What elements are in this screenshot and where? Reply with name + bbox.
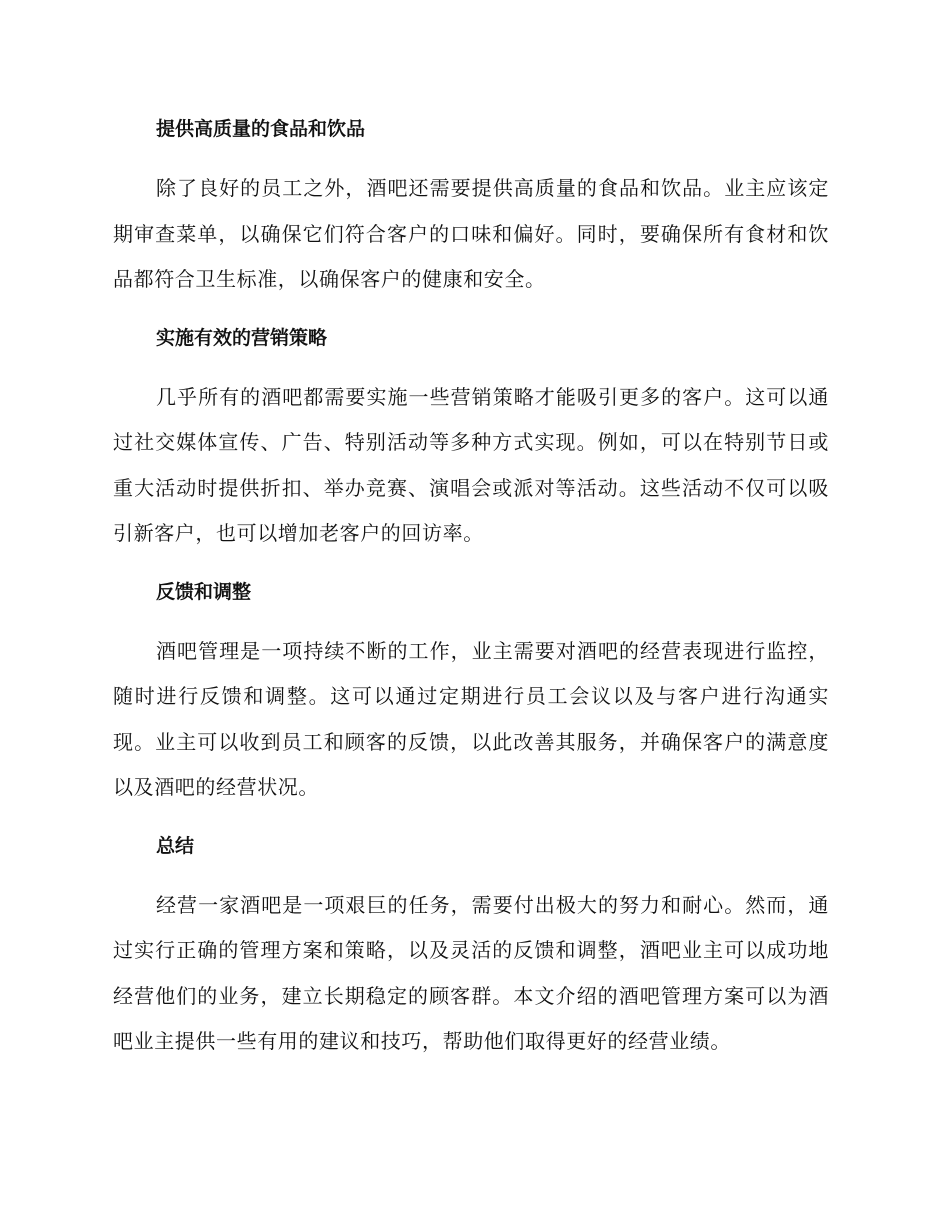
section-feedback-and-adjustment bbox=[113, 571, 829, 811]
section-paragraph: 经营一家酒吧是一项艰巨的任务，需要付出极大的努力和耐心。然而，通过实行正确的管理方案和策略，以及灵活的反馈和调整，酒吧业主可以成功地经营他们的业务，建立长期稳定的顾客群。本文介绍的酒吧管理方案可以为酒吧业主提供一些有用的建议和技巧，帮助他们取得更好的经营业绩。 bbox=[113, 892, 829, 1053]
document-page bbox=[113, 108, 829, 1079]
section-summary bbox=[113, 825, 829, 1065]
section-paragraph: 几乎所有的酒吧都需要实施一些营销策略才能吸引更多的客户。这可以通过社交媒体宣传、广告、特别活动等多种方式实现。例如，可以在特别节日或重大活动时提供折扣、举办竞赛、演唱会或派对等活动。这些活动不仅可以吸引新客户，也可以增加老客户的回访率。 bbox=[113, 384, 829, 545]
section-marketing-strategy bbox=[113, 317, 829, 557]
section-paragraph: 除了良好的员工之外，酒吧还需要提供高质量的食品和饮品。业主应该定期审查菜单，以确保它们符合客户的口味和偏好。同时，要确保所有食材和饮品都符合卫生标准，以确保客户的健康和安全。 bbox=[113, 176, 829, 291]
section-heading: 实施有效的营销策略 bbox=[156, 326, 328, 349]
section-heading: 反馈和调整 bbox=[156, 580, 252, 603]
section-food-and-drinks bbox=[113, 108, 829, 303]
section-paragraph: 酒吧管理是一项持续不断的工作，业主需要对酒吧的经营表现进行监控，随时进行反馈和调整。这可以通过定期进行员工会议以及与客户进行沟通实现。业主可以收到员工和顾客的反馈，以此改善其服务，并确保客户的满意度以及酒吧的经营状况。 bbox=[113, 638, 829, 799]
section-heading: 总结 bbox=[156, 834, 195, 857]
section-heading: 提供高质量的食品和饮品 bbox=[156, 118, 366, 140]
